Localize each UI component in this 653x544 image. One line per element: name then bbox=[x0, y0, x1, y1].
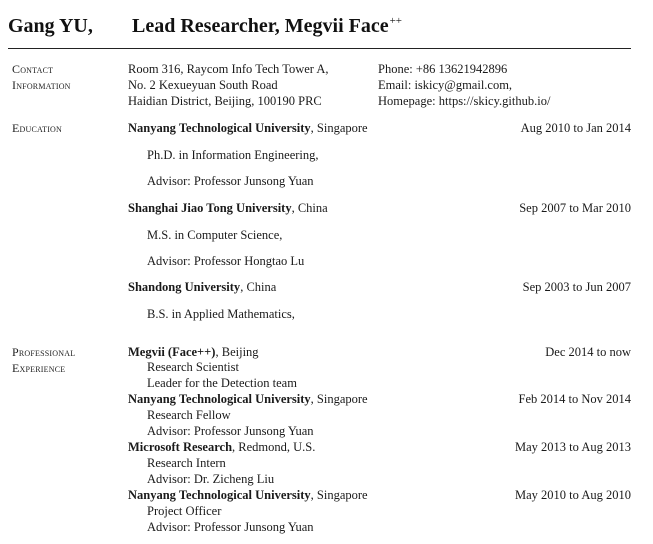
header-rule bbox=[8, 48, 631, 49]
exp-org: Megvii (Face++) bbox=[128, 345, 216, 359]
person-title-sup: ++ bbox=[389, 15, 403, 27]
exp-entry-2-title bbox=[128, 391, 368, 407]
edu-advisor: Advisor: Professor Hongtao Lu bbox=[147, 254, 305, 268]
exp-detail: Advisor: Dr. Zicheng Liu bbox=[147, 472, 275, 486]
edu-entry-3-title bbox=[128, 279, 276, 295]
edu-dates: Sep 2007 to Mar 2010 bbox=[519, 201, 631, 215]
exp-detail: Advisor: Professor Junsong Yuan bbox=[147, 424, 314, 438]
exp-detail: Leader for the Detection team bbox=[147, 376, 297, 390]
address-line-1: Room 316, Raycom Info Tech Tower A, bbox=[128, 62, 329, 76]
address-line-2: No. 2 Kexueyuan South Road bbox=[128, 78, 278, 92]
edu-location: , China bbox=[291, 201, 328, 215]
edu-school: Shanghai Jiao Tong University bbox=[128, 201, 292, 215]
section-experience-line2: Experience bbox=[12, 361, 66, 375]
exp-location: , Singapore bbox=[310, 488, 368, 502]
section-contact-heading bbox=[12, 61, 71, 93]
section-contact-line2: Information bbox=[12, 78, 71, 92]
edu-entry-1-title bbox=[128, 120, 368, 136]
person-title bbox=[132, 12, 402, 43]
edu-dates: Aug 2010 to Jan 2014 bbox=[520, 121, 631, 135]
contact-homepage[interactable]: Homepage: https://skicy.github.io/ bbox=[378, 94, 551, 108]
exp-location: , Redmond, U.S. bbox=[232, 440, 316, 454]
section-education-heading bbox=[12, 120, 62, 136]
edu-school: Shandong University bbox=[128, 280, 241, 294]
person-title-text: Lead Researcher, Megvii Face bbox=[132, 15, 389, 37]
exp-entry-4-title bbox=[128, 487, 368, 503]
section-education-label: Education bbox=[12, 121, 63, 135]
exp-org: Microsoft Research bbox=[128, 440, 233, 454]
cv-header bbox=[8, 12, 632, 42]
section-experience-heading bbox=[12, 344, 75, 376]
edu-dates: Sep 2003 to Jun 2007 bbox=[522, 280, 631, 294]
exp-role: Research Fellow bbox=[147, 408, 231, 422]
edu-location: , Singapore bbox=[310, 121, 368, 135]
edu-degree: Ph.D. in Information Engineering, bbox=[147, 148, 319, 162]
person-name: Gang YU, bbox=[8, 15, 93, 37]
edu-degree: B.S. in Applied Mathematics, bbox=[147, 307, 295, 321]
exp-org: Nanyang Technological University bbox=[128, 488, 311, 502]
exp-role: Project Officer bbox=[147, 504, 222, 518]
contact-phone: Phone: +86 13621942896 bbox=[378, 62, 508, 76]
address-line-3: Haidian District, Beijing, 100190 PRC bbox=[128, 94, 322, 108]
edu-entry-2-title bbox=[128, 200, 328, 216]
section-contact-line1: Contact bbox=[12, 62, 54, 76]
exp-dates: Feb 2014 to Nov 2014 bbox=[518, 392, 631, 406]
section-experience-line1: Professional bbox=[12, 345, 76, 359]
exp-location: , Beijing bbox=[215, 345, 259, 359]
exp-entry-3-title bbox=[128, 439, 315, 455]
exp-entry-1-title bbox=[128, 344, 259, 360]
contact-email[interactable]: Email: iskicy@gmail.com, bbox=[378, 78, 513, 92]
exp-role: Research Intern bbox=[147, 456, 226, 470]
exp-dates: Dec 2014 to now bbox=[545, 345, 631, 359]
edu-advisor: Advisor: Professor Junsong Yuan bbox=[147, 174, 314, 188]
exp-dates: May 2013 to Aug 2013 bbox=[515, 440, 631, 454]
exp-detail: Advisor: Professor Junsong Yuan bbox=[147, 520, 314, 534]
exp-org: Nanyang Technological University bbox=[128, 392, 311, 406]
edu-school: Nanyang Technological University bbox=[128, 121, 311, 135]
exp-dates: May 2010 to Aug 2010 bbox=[515, 488, 631, 502]
edu-location: , China bbox=[240, 280, 277, 294]
exp-location: , Singapore bbox=[310, 392, 368, 406]
edu-degree: M.S. in Computer Science, bbox=[147, 228, 283, 242]
exp-role: Research Scientist bbox=[147, 360, 239, 374]
